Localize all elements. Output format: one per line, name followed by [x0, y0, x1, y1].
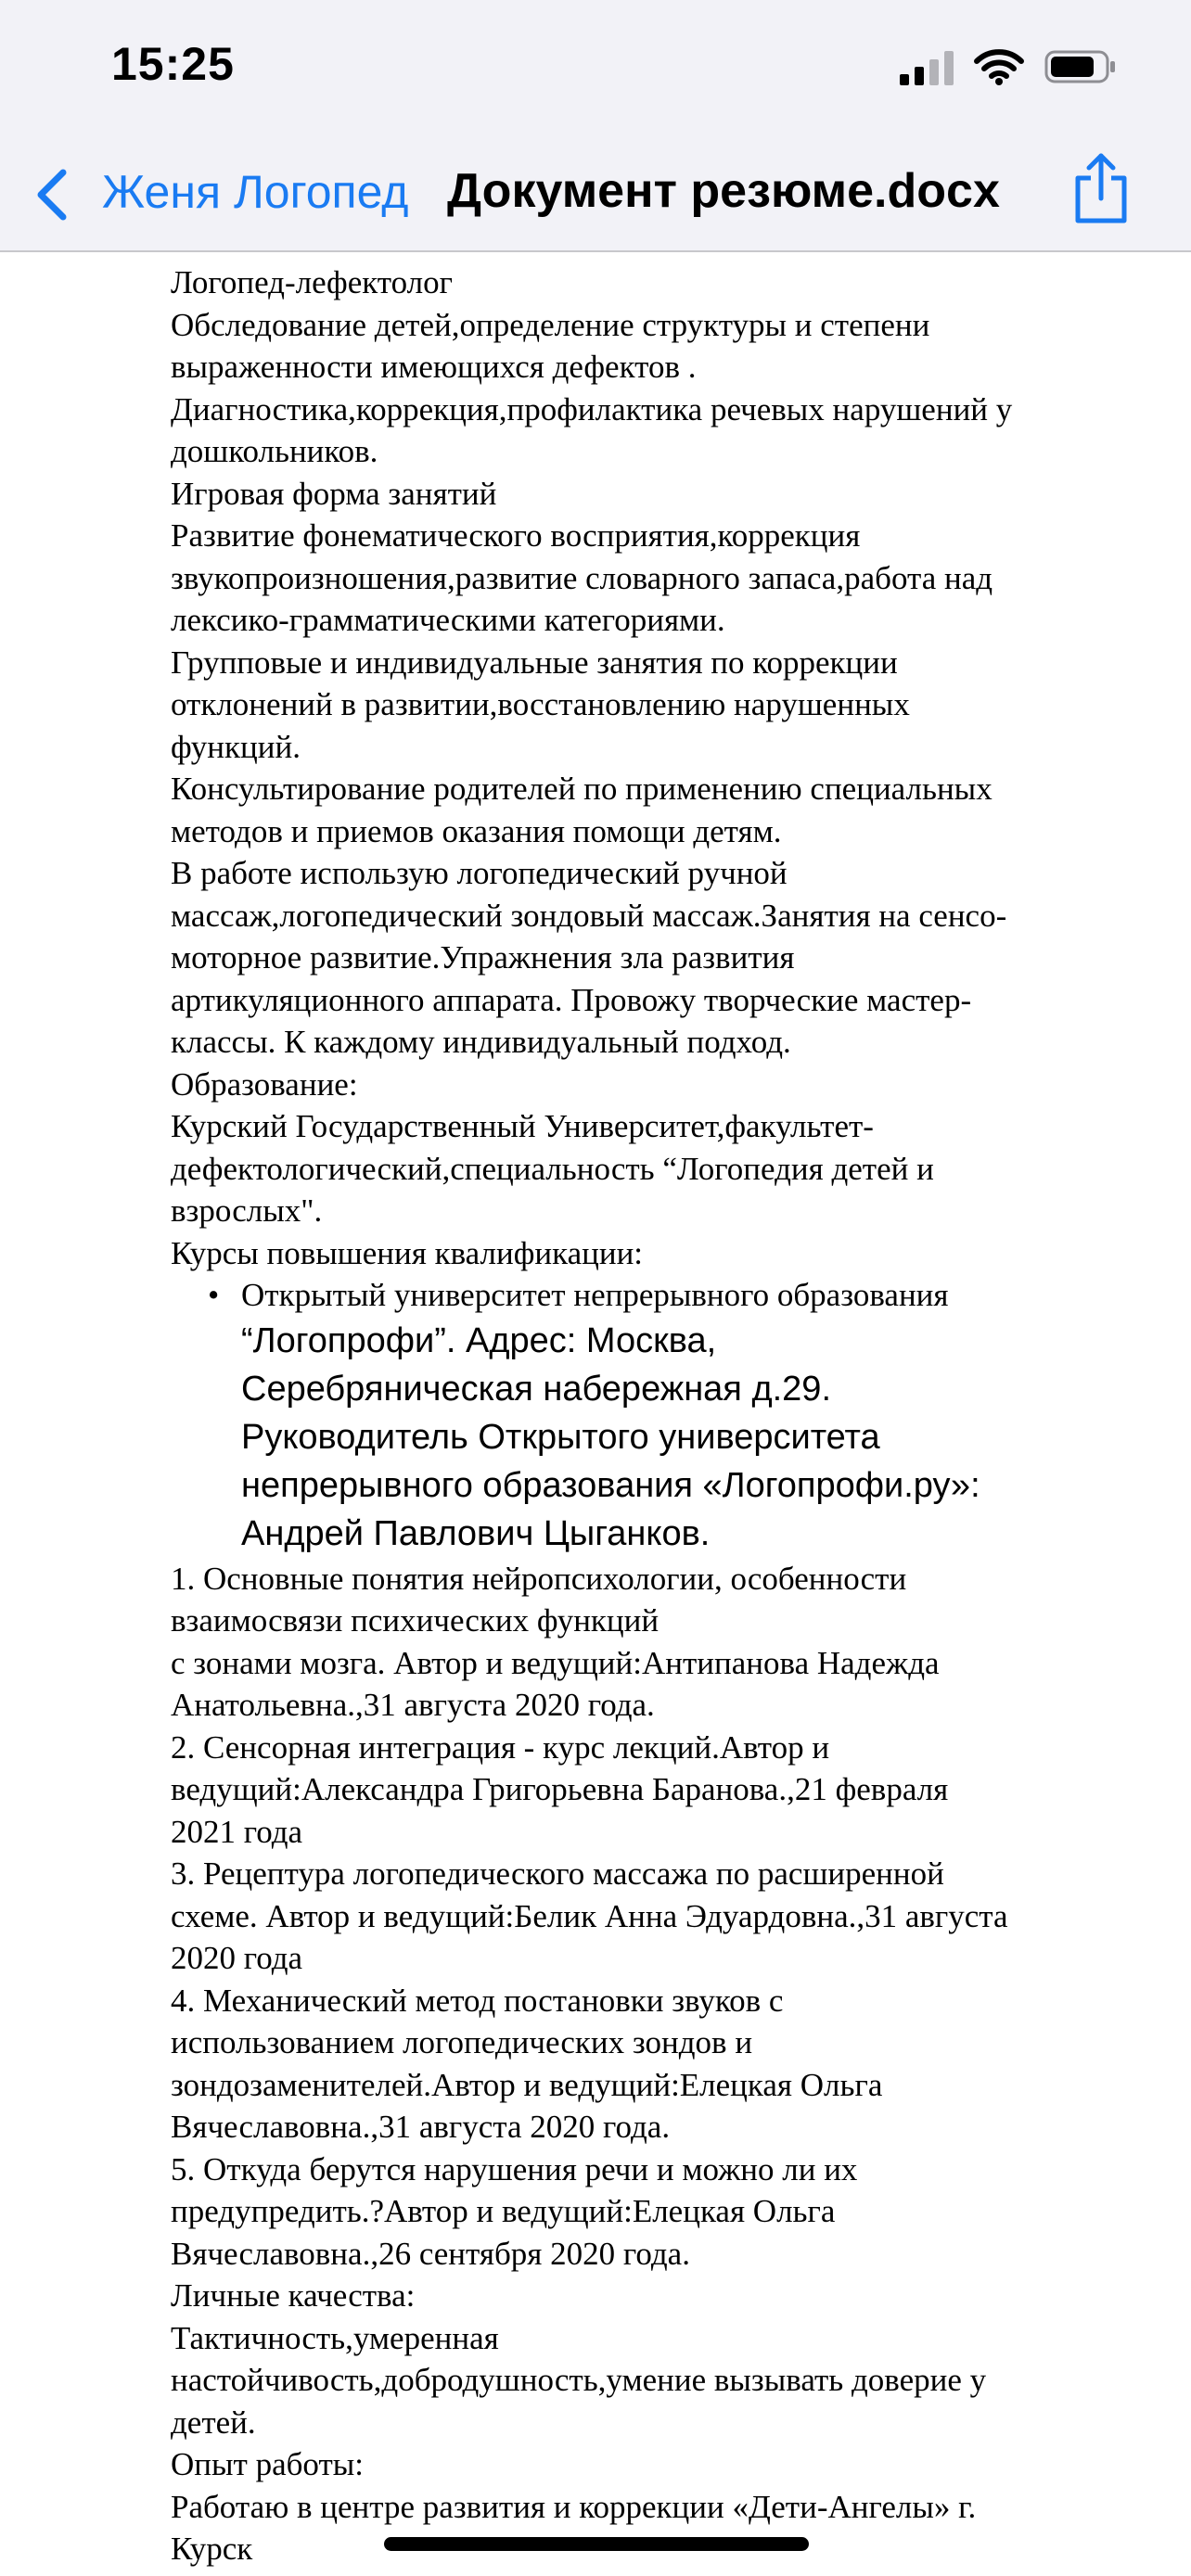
status-icons	[900, 48, 1117, 85]
doc-paragraph: Образование:	[171, 1065, 358, 1103]
doc-paragraph: Тактичность,умеренная настойчивость,добродушность,умение вызывать доверие у детей.	[171, 2319, 987, 2441]
doc-paragraph: Диагностика,коррекция,профилактика речевых нарушений у дошкольников.	[171, 390, 1013, 469]
doc-paragraph: Развитие фонематического восприятия,коррекция звукопроизношения,развитие словарного запаса,работа над лексико-грамматическими категориями.	[171, 517, 993, 638]
doc-paragraph: Опыт работы:	[171, 2446, 364, 2482]
navigation-bar	[0, 148, 1191, 241]
doc-paragraph: Игровая форма занятий	[171, 475, 497, 512]
doc-paragraph: 2. Сенсорная интеграция - курс лекций.Автор и ведущий:Александра Григорьевна Баранова.,21 февраля 2021 года	[171, 1728, 949, 1850]
bullet-list-item	[171, 1274, 1172, 1558]
share-icon[interactable]	[1069, 152, 1133, 224]
document-viewer[interactable]	[0, 252, 1191, 2576]
doc-paragraph: Курсы повышения квалификации:	[171, 1234, 644, 1271]
status-time: 15:25	[111, 38, 235, 90]
document-title: Документ резюме.docx	[447, 164, 1000, 218]
doc-paragraph: 5. Откуда берутся нарушения речи и можно ли их предупредить.?Автор и ведущий:Елецкая Ольга Вячеславовна.,26 сентября 2020 года.	[171, 2150, 858, 2272]
back-button[interactable]: Женя Логопед	[102, 166, 409, 218]
doc-paragraph: Курский Государственный Университет,факультет- дефектологический,специальность “Логопедия детей и взрослых".	[171, 1108, 934, 1229]
doc-paragraph: Обследование детей,определение структуры и степени выраженности имеющихся дефектов .	[171, 306, 930, 385]
doc-paragraph: Групповые и индивидуальные занятия по коррекции отклонений в развитии,восстановлению нарушенных функций.	[171, 644, 910, 765]
bullet-continuation: “Логопрофи”. Адрес: Москва, Серебряническая набережная д.29. Руководитель Открытого университета непрерывного образования «Логопрофи.ру»: Андрей Павлович Цыганков.	[241, 1320, 980, 1553]
bullet-marker: •	[208, 1277, 220, 1313]
doc-paragraph: Личные качества:	[171, 2277, 416, 2314]
cellular-signal-icon	[900, 50, 954, 85]
home-indicator[interactable]	[384, 2537, 809, 2551]
wifi-icon	[974, 48, 1024, 85]
doc-paragraph: 1. Основные понятия нейропсихологии, особенности взаимосвязи психических функций с зонами мозга. Автор и ведущий:Антипанова Надежда Анатольевна.,31 августа 2020 года.	[171, 1560, 940, 1723]
doc-paragraph: Работаю в центре развития и коррекции «Дети-Ангелы» г. Курск	[171, 2488, 977, 2567]
doc-paragraph: В работе использую логопедический ручной массаж,логопедический зондовый массаж.Занятия на сенсо- моторное развитие.Упражнения зла развития артикуляционного аппарата. Провожу творческие мастер- классы. К каждому индивидуальный подход.	[171, 855, 1007, 1060]
chevron-left-icon[interactable]	[33, 167, 70, 223]
document-content	[171, 261, 1172, 2570]
doc-paragraph: Консультирование родителей по применению специальных методов и приемов оказания помощи детям.	[171, 771, 992, 849]
bullet-first-line: Открытый университет непрерывного образования	[241, 1277, 949, 1313]
battery-icon	[1044, 48, 1117, 85]
doc-paragraph: 3. Рецептура логопедического массажа по расширенной схеме. Автор и ведущий:Белик Анна Эдуардовна.,31 августа 2020 года	[171, 1855, 1008, 1976]
doc-paragraph: 4. Механический метод постановки звуков с использованием логопедических зондов и зондозаменителей.Автор и ведущий:Елецкая Ольга Вячеславовна.,31 августа 2020 года.	[171, 1982, 883, 2145]
top-bar	[0, 0, 1191, 252]
doc-paragraph: Логопед-лефектолог	[171, 264, 453, 300]
